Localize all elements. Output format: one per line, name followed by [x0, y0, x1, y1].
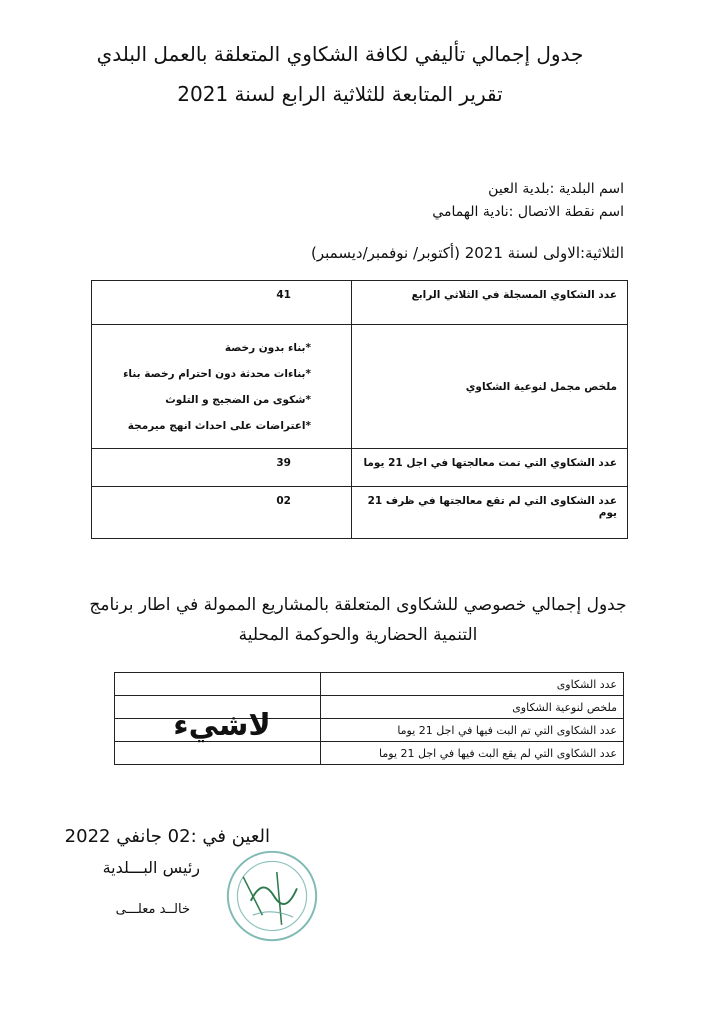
signature-role: رئيس البـــلدية — [102, 858, 200, 877]
table-row — [92, 487, 628, 539]
table-cell-label: عدد الشكاوى التي لم يقع البت فيها في اجل 21 يوما — [321, 742, 624, 765]
table-cell-label: عدد الشكاوى التي لم تقع معالجتها في ظرف 21 يوم — [352, 487, 628, 539]
document-subtitle: تقرير المتابعة للثلاثية الرابع لسنة 2021 — [177, 82, 503, 106]
table-row — [115, 673, 624, 696]
list-item: *بناءات محدثة دون احترام رخصة بناء — [123, 367, 311, 380]
table-cell-value — [115, 673, 321, 696]
signature-name: خالــد معلـــى — [115, 902, 190, 917]
table-row — [92, 449, 628, 487]
table-cell-value: 02 — [92, 487, 352, 539]
list-item: *شكوى من الضجيج و التلوث — [165, 393, 311, 406]
complaints-summary-table — [91, 280, 628, 539]
table-cell-value — [115, 742, 321, 765]
municipality-name: اسم البلدية :بلدية العين — [488, 181, 624, 197]
table-row — [92, 325, 628, 449]
contact-point: اسم نقطة الاتصال :نادية الهمامي — [432, 204, 624, 220]
list-item: *اعتراضات على احداث انهج ميرمجة — [127, 419, 311, 432]
signature-date: العين في :02 جانفي 2022 — [64, 826, 270, 847]
table-cell-value: 39 — [92, 449, 352, 487]
table-cell-label: عدد الشكاوى التي تم البت فيها في اجل 21 يوما — [321, 719, 624, 742]
table-cell-label: عدد الشكاوي التي تمت معالجتها في اجل 21 يوما — [352, 449, 628, 487]
official-seal-icon — [224, 848, 320, 944]
reporting-period: الثلاثية:الاولى لسنة 2021 (أكتوبر/ نوفمبر/ديسمبر) — [311, 244, 624, 262]
nothing-stamp: لاشيء — [173, 708, 271, 743]
document-title: جدول إجمالي تأليفي لكافة الشكاوي المتعلقة بالعمل البلدي — [96, 42, 584, 66]
table-cell-label: عدد الشكاوي المسجلة في الثلاثي الرابع — [352, 281, 628, 325]
table-cell-value: 41 — [92, 281, 352, 325]
table-row — [115, 742, 624, 765]
table-row — [92, 281, 628, 325]
complaint-types-cell — [92, 325, 352, 449]
table-cell-label: ملخص لنوعية الشكاوى — [321, 696, 624, 719]
section-title: جدول إجمالي خصوصي للشكاوى المتعلقة بالمشاريع الممولة في اطار برنامج التنمية الحضارية والحوكمة المحلية — [89, 595, 627, 645]
table-cell-label: ملخص مجمل لنوعية الشكاوي — [352, 325, 628, 449]
table-cell-label: عدد الشكاوى — [321, 673, 624, 696]
list-item: *بناء بدون رخصة — [224, 341, 311, 354]
